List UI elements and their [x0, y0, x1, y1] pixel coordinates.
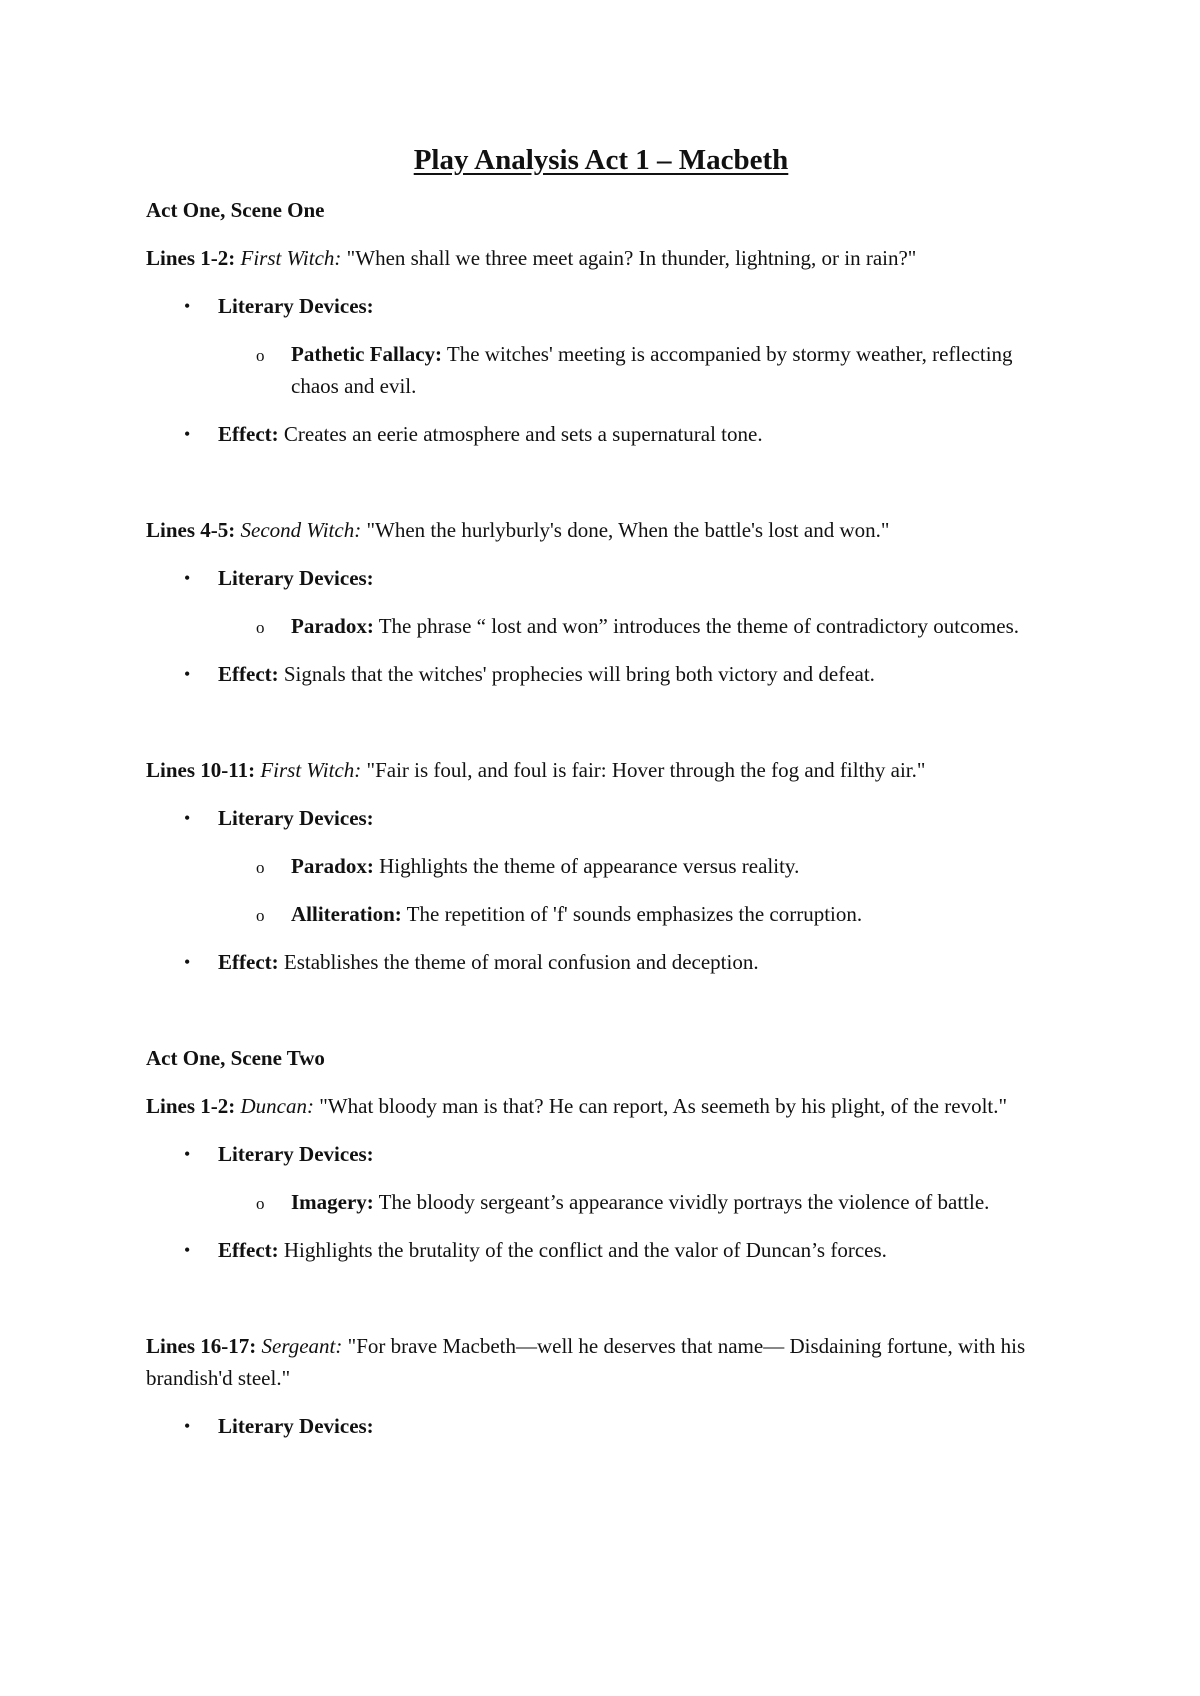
bullet-icon: • [184, 664, 191, 684]
bullet-icon: • [184, 296, 191, 316]
effect-text: Creates an eerie atmosphere and sets a supernatural tone. [278, 422, 763, 446]
circle-bullet-icon: o [256, 618, 265, 637]
device-name: Paradox: [291, 854, 374, 878]
circle-bullet-icon: o [256, 858, 265, 877]
speaker-name: Duncan: [240, 1094, 314, 1118]
devices-label: Literary Devices: [218, 1414, 374, 1438]
device-name: Imagery: [291, 1190, 374, 1214]
devices-label: Literary Devices: [218, 806, 374, 830]
effect-label: Effect: [218, 1238, 279, 1262]
sub-bullet-item [146, 610, 1056, 642]
line-reference: Lines 1-2: [146, 1094, 236, 1118]
speaker-name: First Witch: [260, 758, 362, 782]
sub-bullet-item [146, 850, 1056, 882]
bullet-item [146, 802, 1056, 834]
page-title: Play Analysis Act 1 – Macbeth [413, 144, 789, 176]
bullet-item [146, 1410, 1056, 1442]
device-text: The bloody sergeant’s appearance vividly portrays the violence of battle. [373, 1190, 990, 1214]
bullet-icon: • [184, 424, 191, 444]
line-reference: Lines 10-11: [146, 758, 256, 782]
device-name: Pathetic Fallacy: [291, 342, 443, 366]
quote-line [146, 1090, 1056, 1122]
quote-text: "When the hurlyburly's done, When the battle's lost and won." [361, 518, 890, 542]
bullet-icon: • [184, 952, 191, 972]
quote-text: "For brave Macbeth—well he deserves that name— Disdaining fortune, with his brandish'd steel." [146, 1334, 1026, 1390]
effect-text: Highlights the brutality of the conflict and the valor of Duncan’s forces. [278, 1238, 887, 1262]
device-text: The witches' meeting is accompanied by stormy weather, reflecting chaos and evil. [291, 342, 1013, 398]
bullet-icon: • [184, 568, 191, 588]
sub-bullet-item [146, 338, 1056, 402]
speaker-name: First Witch: [240, 246, 342, 270]
device-text: The repetition of 'f' sounds emphasizes the corruption. [401, 902, 863, 926]
circle-bullet-icon: o [256, 1194, 265, 1213]
scene-heading: Act One, Scene One [146, 198, 325, 222]
line-reference: Lines 1-2: [146, 246, 236, 270]
devices-label: Literary Devices: [218, 294, 374, 318]
analysis-entry [146, 1330, 1056, 1442]
device-text: Highlights the theme of appearance versus reality. [373, 854, 800, 878]
bullet-icon: • [184, 1416, 191, 1436]
scene-heading: Act One, Scene Two [146, 1046, 325, 1070]
quote-text: "When shall we three meet again? In thunder, lightning, or in rain?" [341, 246, 917, 270]
quote-text: "What bloody man is that? He can report, As seemeth by his plight, of the revolt." [313, 1094, 1008, 1118]
effect-text: Establishes the theme of moral confusion and deception. [278, 950, 759, 974]
bullet-icon: • [184, 808, 191, 828]
quote-line [146, 242, 1056, 274]
sub-bullet-item [146, 1186, 1056, 1218]
quote-line [146, 514, 1056, 546]
bullet-icon: • [184, 1240, 191, 1260]
document-page [146, 140, 1056, 1458]
bullet-item [146, 1138, 1056, 1170]
sub-bullet-item [146, 898, 1056, 930]
quote-line [146, 754, 1056, 786]
analysis-entry [146, 242, 1056, 450]
effect-label: Effect: [218, 950, 279, 974]
bullet-item [146, 946, 1056, 978]
line-reference: Lines 16-17: [146, 1334, 257, 1358]
bullet-icon: • [184, 1144, 191, 1164]
quote-line [146, 1330, 1056, 1394]
device-text: The phrase “ lost and won” introduces the theme of contradictory outcomes. [373, 614, 1019, 638]
device-name: Paradox: [291, 614, 374, 638]
analysis-entry [146, 514, 1056, 690]
devices-label: Literary Devices: [218, 1142, 374, 1166]
quote-text: "Fair is foul, and foul is fair: Hover through the fog and filthy air." [361, 758, 926, 782]
devices-label: Literary Devices: [218, 566, 374, 590]
effect-text: Signals that the witches' prophecies will bring both victory and defeat. [278, 662, 875, 686]
bullet-item [146, 290, 1056, 322]
line-reference: Lines 4-5: [146, 518, 236, 542]
analysis-entry [146, 754, 1056, 978]
bullet-item [146, 658, 1056, 690]
bullet-item [146, 418, 1056, 450]
effect-label: Effect: [218, 422, 279, 446]
circle-bullet-icon: o [256, 346, 265, 365]
bullet-item [146, 562, 1056, 594]
bullet-item [146, 1234, 1056, 1266]
circle-bullet-icon: o [256, 906, 265, 925]
effect-label: Effect: [218, 662, 279, 686]
device-name: Alliteration: [291, 902, 402, 926]
speaker-name: Second Witch: [240, 518, 362, 542]
analysis-entry [146, 1090, 1056, 1266]
speaker-name: Sergeant: [261, 1334, 343, 1358]
